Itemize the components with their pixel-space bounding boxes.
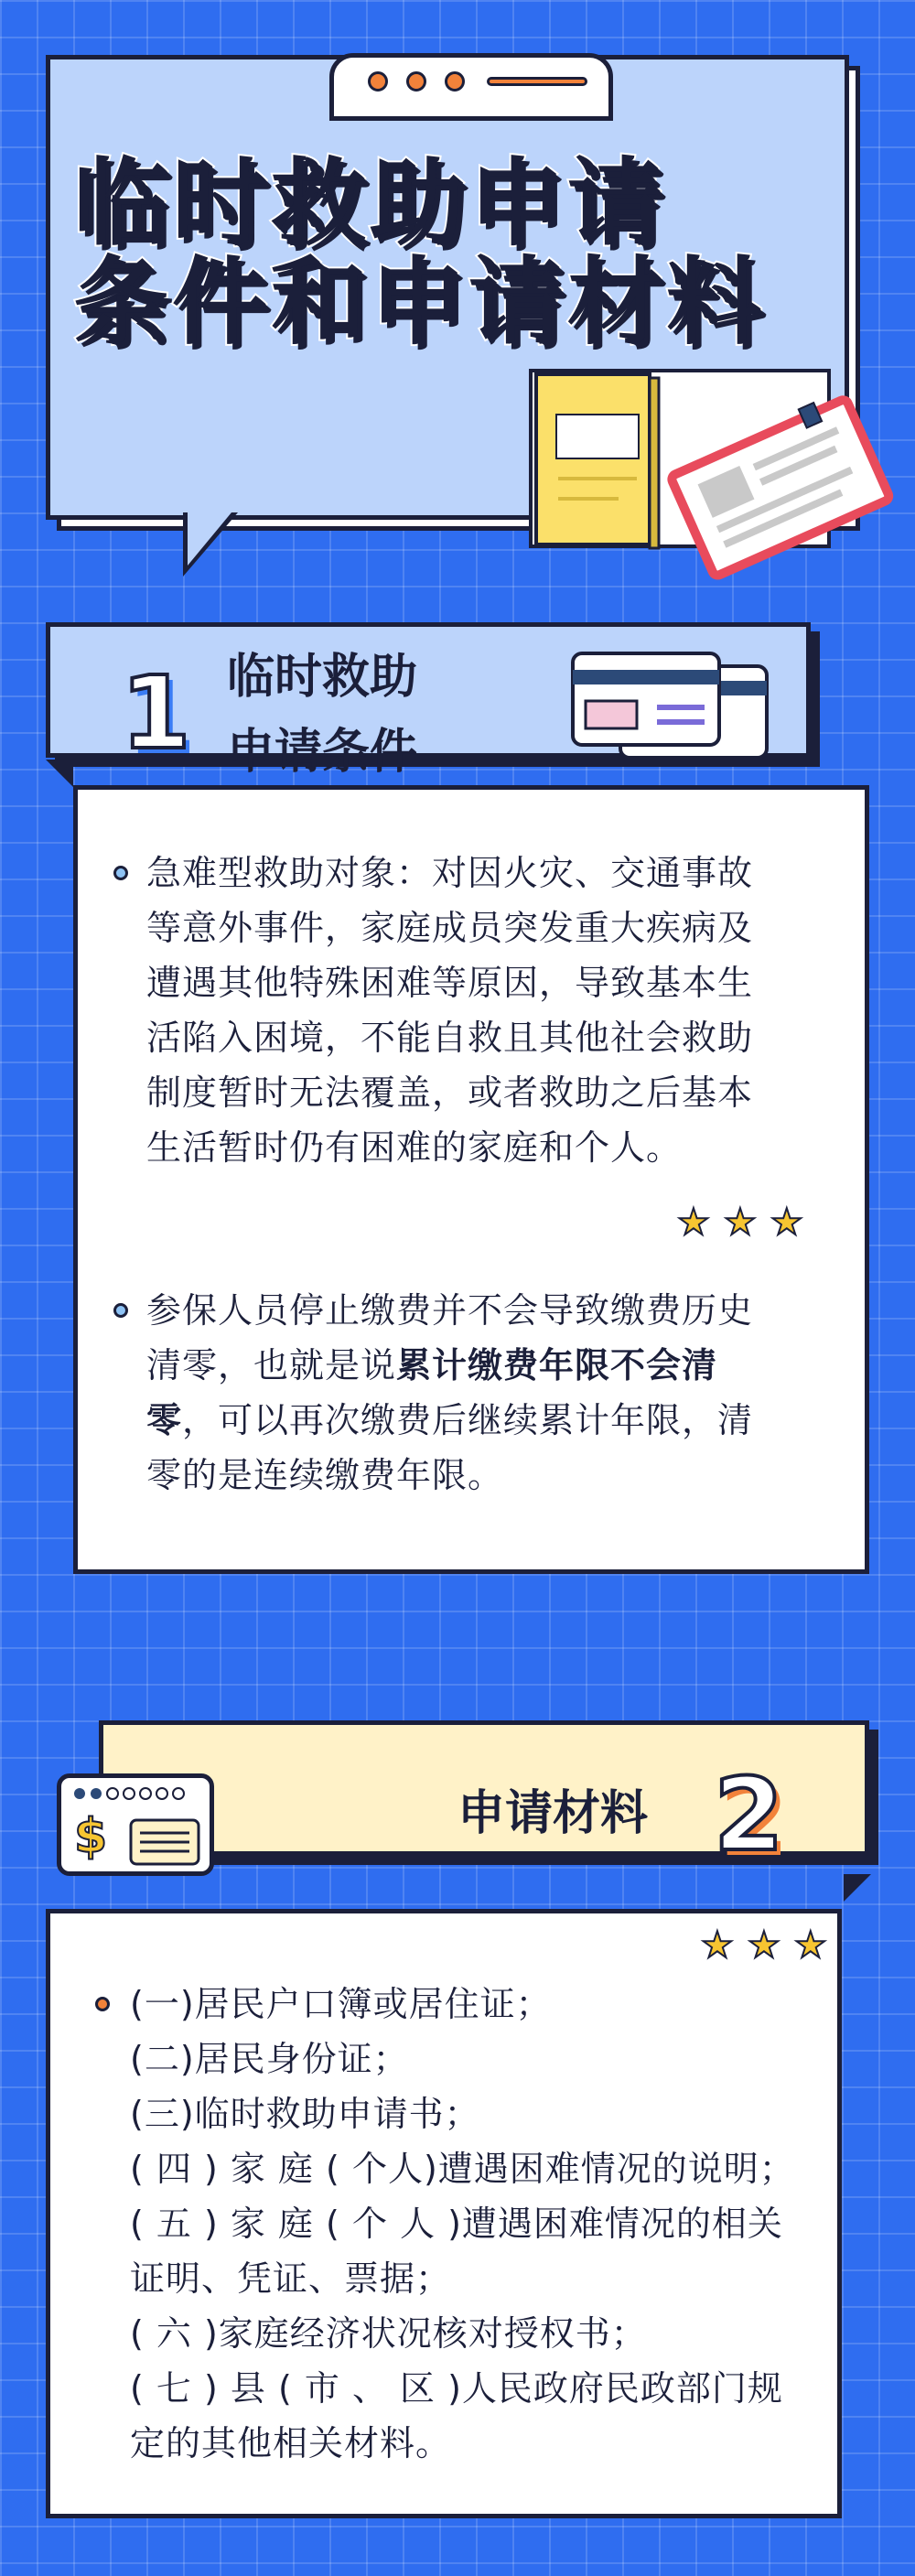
section1-title-line-2: 申请条件 (227, 725, 418, 780)
section1-number: 1 (121, 654, 191, 771)
folder-document-illustration (527, 361, 902, 581)
star-icon: ★ (677, 1202, 710, 1244)
stars-divider (677, 1202, 803, 1244)
section1-paragraph-2 (146, 1283, 842, 1503)
paragraph-line (146, 1338, 842, 1393)
paragraph-line: 活陷入困境，不能自救且其他社会救助 (146, 1018, 754, 1058)
paragraph-line: 参保人员停止缴费并不会导致缴费历史 (146, 1290, 754, 1331)
wallet-dots-icon (72, 1785, 191, 1802)
window-dot-1 (368, 71, 388, 92)
window-tab-line (487, 77, 587, 86)
list-item: ( 七 ) 县 ( 市 、 区 )人民政府民政部门规 (130, 2368, 783, 2409)
bank-cards-icon (569, 650, 772, 765)
paragraph-line: 制度暂时无法覆盖，或者救助之后基本 (146, 1072, 754, 1113)
bullet-dot (95, 1997, 110, 2011)
section2-fold-corner (844, 1874, 871, 1902)
star-icon: ★ (747, 1924, 780, 1967)
star-icon: ★ (793, 1924, 827, 1967)
star-icon: ★ (723, 1202, 757, 1244)
bullet-dot (113, 866, 128, 880)
paragraph-emphasis: 零 (146, 1400, 183, 1440)
paragraph-line: 等意外事件，家庭成员突发重大疾病及 (146, 908, 754, 948)
paragraph-line: 遭遇其他特殊困难等原因，导致基本生 (146, 963, 754, 1003)
paragraph-emphasis: 累计缴费年限不会清 (396, 1345, 718, 1385)
section2-number: 2 (714, 1756, 784, 1873)
list-item: (一)居民户口簿或居住证； (130, 1984, 552, 2024)
section1-title-line-1: 临时救助 (227, 650, 418, 705)
section1-fold-corner (46, 760, 73, 787)
list-item: (二)居民身份证； (130, 2039, 409, 2079)
paragraph-text: ，可以再次缴费后继续累计年限，清 (182, 1400, 754, 1440)
section1-paragraph-1 (146, 846, 842, 1175)
paragraph-line: 零的是连续缴费年限。 (146, 1455, 504, 1495)
section2-title: 申请材料 (458, 1786, 649, 1841)
star-icon: ★ (770, 1202, 803, 1244)
paragraph-line: 生活暂时仍有困难的家庭和个人。 (146, 1127, 683, 1168)
list-item: 定的其他相关材料。 (130, 2423, 452, 2463)
list-item: ( 五 ) 家 庭 ( 个 人 )遭遇困难情况的相关 (130, 2204, 783, 2244)
folder-icon (536, 374, 659, 548)
window-dot-3 (445, 71, 465, 92)
header-bubble-tail (188, 512, 231, 566)
wallet-icon (57, 1773, 214, 1876)
bullet-dot (113, 1303, 128, 1318)
list-item: ( 六 )家庭经济状况核对授权书； (130, 2313, 647, 2354)
paragraph-line: 急难型救助对象：对因火灾、交通事故 (146, 853, 754, 893)
list-item: 证明、凭证、票据； (130, 2258, 452, 2299)
receipt-icon (129, 1818, 200, 1866)
dollar-icon: $ (74, 1809, 108, 1864)
stars-divider (701, 1924, 827, 1967)
materials-list (130, 1977, 825, 2471)
page-title-line-1: 临时救助申请 (73, 147, 667, 259)
list-item: (三)临时救助申请书； (130, 2094, 480, 2134)
paragraph-text: 清零，也就是说 (146, 1345, 397, 1385)
star-icon: ★ (701, 1924, 734, 1967)
page-title-line-2: 条件和申请材料 (73, 246, 766, 358)
window-dot-2 (406, 71, 426, 92)
paragraph-line (146, 1393, 842, 1448)
list-item: ( 四 ) 家 庭 ( 个人)遭遇困难情况的说明； (130, 2149, 795, 2189)
wallet-dots (72, 1785, 191, 1805)
